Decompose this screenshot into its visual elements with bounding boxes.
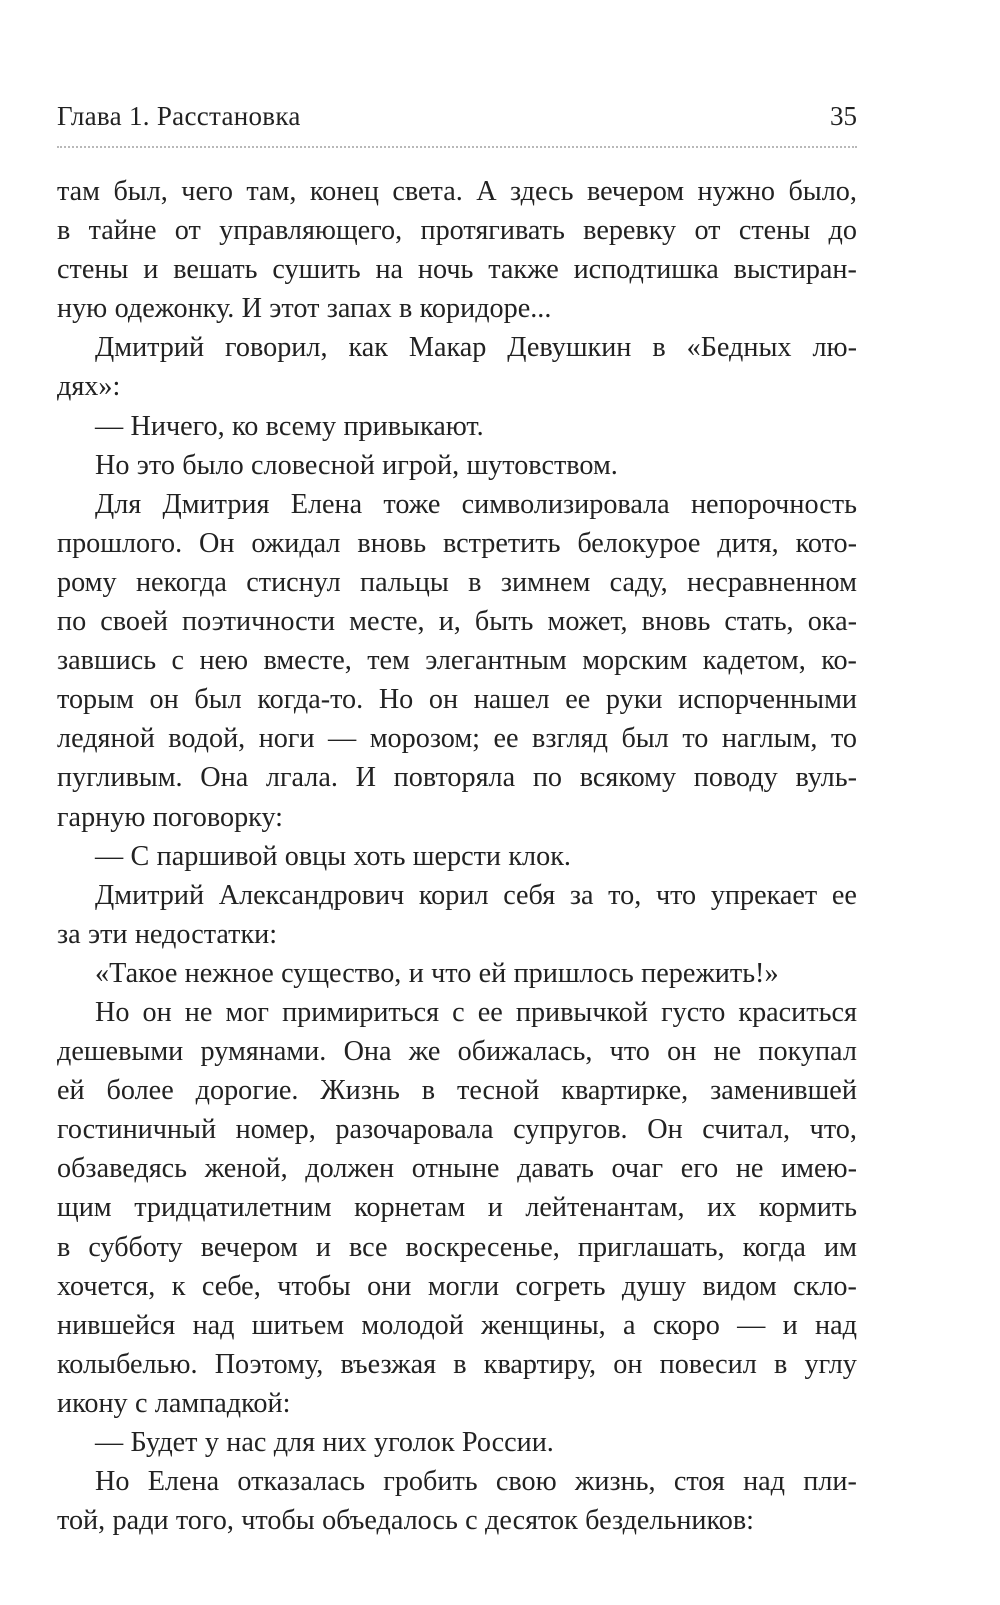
header-divider bbox=[57, 146, 857, 148]
text-line: по своей поэтичности месте, и, быть может, вновь стать, ока- bbox=[57, 606, 857, 638]
text-line: Дмитрий Александрович корил себя за то, что упрекает ее bbox=[95, 879, 857, 911]
text-line: — Будет у нас для них уголок России. bbox=[95, 1427, 554, 1458]
text-line: гарную поговорку: bbox=[57, 801, 284, 833]
text-line: икону с лампадкой: bbox=[57, 1387, 291, 1419]
text-line: стены и вешать сушить на ночь также исподтишка выстиран- bbox=[57, 254, 857, 286]
text-line: дях»: bbox=[57, 371, 121, 403]
page-number: 35 bbox=[830, 101, 857, 131]
text-line: «Такое нежное существо, и что ей пришлось пережить!» bbox=[95, 957, 779, 989]
text-line: завшись с нею вместе, тем элегантным морским кадетом, ко- bbox=[57, 645, 857, 677]
text-line: — С паршивой овцы хоть шерсти клок. bbox=[95, 840, 571, 872]
text-line: щим тридцатилетним корнетам и лейтенантам, их кормить bbox=[57, 1192, 857, 1224]
text-line: нившейся над шитьем молодой женщины, а скоро — и над bbox=[57, 1309, 857, 1341]
body-text bbox=[57, 172, 857, 1540]
text-line: Но это было словесной игрой, шутовством. bbox=[95, 449, 618, 481]
text-line: торым он был когда-то. Но он нашел ее руки испорченными bbox=[57, 684, 857, 716]
text-line: рому некогда стиснул пальцы в зимнем саду, несравненном bbox=[57, 566, 857, 598]
text-line: там был, чего там, конец света. А здесь вечером нужно было, bbox=[57, 176, 857, 207]
text-line: в субботу вечером и все воскресенье, приглашать, когда им bbox=[57, 1231, 857, 1263]
chapter-title: Глава 1. Расстановка bbox=[57, 101, 301, 131]
text-line: пугливым. Она лгала. И повторяла по всякому поводу вуль- bbox=[57, 762, 857, 794]
text-line: в тайне от управляющего, протягивать веревку от стены до bbox=[57, 215, 857, 247]
text-line: обзаведясь женой, должен отныне давать очаг его не имею- bbox=[57, 1153, 857, 1185]
text-line: ей более дорогие. Жизнь в тесной квартирке, заменившей bbox=[57, 1075, 857, 1107]
text-line: ледяной водой, ноги — морозом; ее взгляд был то наглым, то bbox=[57, 723, 857, 755]
text-line: — Ничего, ко всему привыкают. bbox=[95, 410, 484, 442]
text-line: Но он не мог примириться с ее привычкой густо краситься bbox=[95, 996, 857, 1028]
running-head bbox=[57, 96, 857, 136]
text-line: гостиничный номер, разочаровала супругов. Он считал, что, bbox=[57, 1114, 857, 1146]
text-line: Но Елена отказалась гробить свою жизнь, стоя над пли- bbox=[95, 1466, 857, 1498]
text-line: Для Дмитрия Елена тоже символизировала непорочность bbox=[95, 488, 857, 520]
text-line: Дмитрий говорил, как Макар Девушкин в «Бедных лю- bbox=[95, 332, 857, 364]
text-line: за эти недостатки: bbox=[57, 918, 278, 950]
text-line: той, ради того, чтобы объедалось с десяток бездельников: bbox=[57, 1505, 755, 1537]
text-line: хочется, к себе, чтобы они могли согреть душу видом скло- bbox=[57, 1270, 857, 1302]
text-line: прошлого. Он ожидал вновь встретить белокурое дитя, кото- bbox=[57, 527, 857, 559]
text-line: колыбелью. Поэтому, въезжая в квартиру, он повесил в углу bbox=[57, 1348, 857, 1380]
text-line: ную одежонку. И этот запах в коридоре... bbox=[57, 293, 552, 325]
text-line: дешевыми румянами. Она же обижалась, что он не покупал bbox=[57, 1036, 857, 1068]
